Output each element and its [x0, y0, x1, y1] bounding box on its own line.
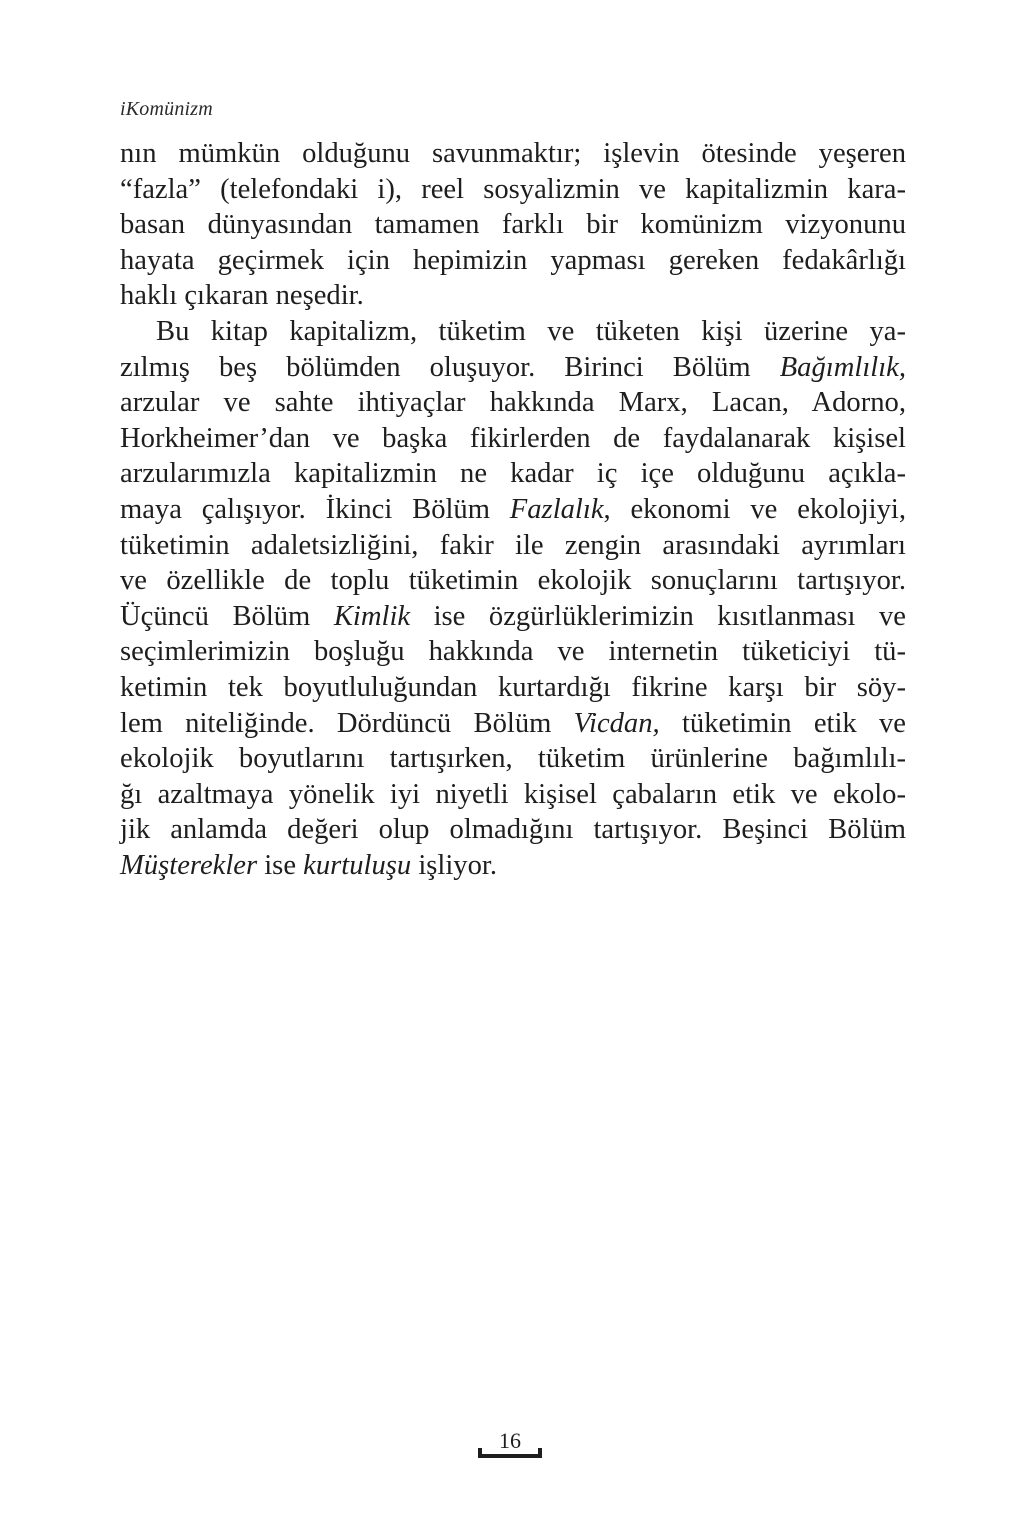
text-segment: Horkheimer’dan ve başka fikirlerden de faydalanarak kişisel	[120, 422, 906, 454]
text-line	[120, 563, 906, 599]
text-segment: zılmış beş bölümden oluşuyor. Birinci Bölüm	[120, 351, 780, 383]
text-segment: hayata geçirmek için hepimizin yapması gereken fedakârlığı	[120, 244, 906, 276]
text-line	[120, 670, 906, 706]
text-segment: jik anlamda değeri olup olmadığını tartışıyor. Beşinci Bölüm	[120, 814, 906, 846]
text-line	[120, 314, 906, 350]
text-segment: ise özgürlüklerimizin kısıtlanması ve	[410, 600, 906, 632]
text-line	[120, 278, 906, 314]
italic-text: kurtuluşu	[303, 849, 412, 881]
italic-text: Fazlalık	[509, 493, 604, 525]
text-line	[120, 421, 906, 457]
text-segment: seçimlerimizin boşluğu hakkında ve internetin tüketiciyi tü-	[120, 636, 906, 668]
text-segment: ve özellikle de toplu tüketimin ekolojik sonuçlarını tartışıyor.	[120, 565, 906, 597]
text-line	[120, 207, 906, 243]
text-segment: arzularımızla kapitalizmin ne kadar iç içe olduğunu açıkla-	[120, 458, 906, 490]
text-line	[120, 706, 906, 742]
text-segment: ekolojik boyutlarını tartışırken, tüketim ürünlerine bağımlılı-	[120, 743, 906, 775]
text-segment: ketimin tek boyutluluğundan kurtardığı fikrine karşı bir söy-	[120, 671, 906, 703]
body-text	[120, 136, 906, 883]
text-line	[120, 136, 906, 172]
text-segment: haklı çıkaran neşedir.	[120, 280, 364, 312]
text-segment: nın mümkün olduğunu savunmaktır; işlevin ötesinde yeşeren	[120, 138, 906, 169]
running-header: iKomünizm	[120, 98, 213, 120]
paragraph-1	[120, 136, 906, 314]
text-line	[120, 492, 906, 528]
text-segment: tüketimin etik ve	[659, 707, 906, 739]
text-line	[120, 848, 906, 884]
text-line	[120, 385, 906, 421]
text-line	[120, 634, 906, 670]
text-segment: tüketimin adaletsizliğini, fakir ile zengin arasındaki ayrımları	[120, 529, 906, 561]
paragraph-2	[120, 314, 906, 884]
italic-text: Müşterekler	[120, 849, 258, 881]
text-segment: “fazla” (telefondaki i), reel sosyalizmin ve kapitalizmin kara-	[120, 173, 906, 205]
text-segment: arzular ve sahte ihtiyaçlar hakkında Marx, Lacan, Adorno,	[120, 387, 906, 419]
text-line	[120, 456, 906, 492]
text-segment: lem niteliğinde. Dördüncü Bölüm	[120, 707, 574, 739]
text-segment: basan dünyasından tamamen farklı bir komünizm vizyonunu	[120, 209, 906, 241]
text-line	[120, 350, 906, 386]
text-line	[120, 812, 906, 848]
text-segment: , ekonomi ve ekolojiyi,	[603, 493, 906, 525]
italic-text: Vicdan,	[573, 707, 660, 739]
text-line	[120, 528, 906, 564]
text-line	[120, 599, 906, 635]
text-line	[120, 243, 906, 279]
page-number-block	[472, 1428, 548, 1458]
page-number: 16	[499, 1428, 521, 1453]
text-segment: işliyor.	[411, 849, 497, 881]
text-segment: ise	[257, 849, 304, 881]
text-line	[120, 172, 906, 208]
text-line	[120, 741, 906, 777]
text-segment: Bu kitap kapitalizm, tüketim ve tüketen kişi üzerine ya-	[156, 315, 906, 347]
text-segment: Üçüncü Bölüm	[120, 600, 334, 632]
text-segment: ğı azaltmaya yönelik iyi niyetli kişisel çabaların etik ve ekolo-	[120, 778, 906, 810]
italic-text: Bağımlılık,	[779, 351, 906, 383]
text-segment: maya çalışıyor. İkinci Bölüm	[120, 493, 510, 525]
page-number-rule	[478, 1454, 542, 1458]
text-line	[120, 777, 906, 813]
italic-text: Kimlik	[333, 600, 411, 632]
